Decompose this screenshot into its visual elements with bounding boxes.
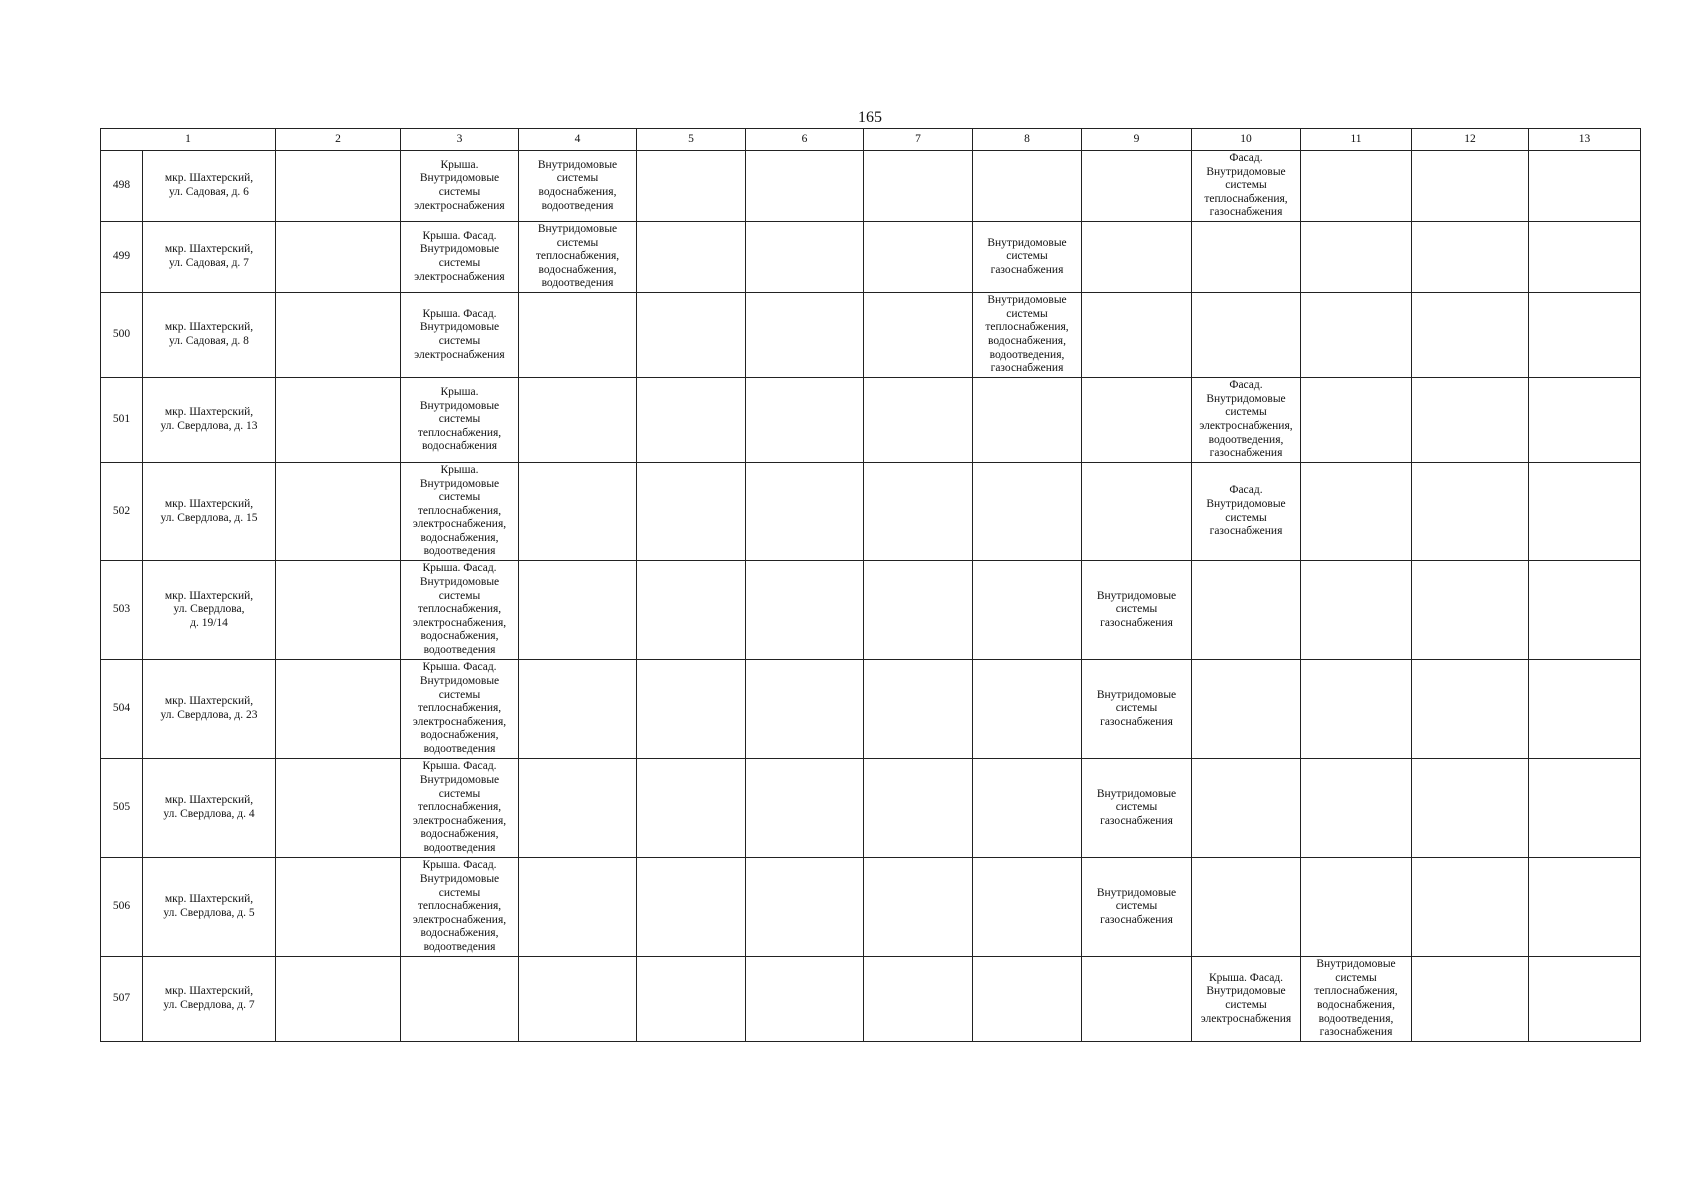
address-cell: мкр. Шахтерский, ул. Свердлова, д. 19/14	[143, 561, 276, 660]
column-header: 7	[864, 129, 973, 151]
table-row	[101, 858, 1641, 957]
work-cell	[1529, 293, 1641, 378]
work-cell: Крыша. Фасад. Внутридомовые системы электроснабжения	[1192, 957, 1301, 1042]
address-cell: мкр. Шахтерский, ул. Свердлова, д. 13	[143, 378, 276, 463]
work-cell	[276, 378, 401, 463]
work-cell	[746, 759, 864, 858]
work-cell	[637, 222, 746, 293]
work-cell	[519, 858, 637, 957]
work-cell: Внутридомовые системы водоснабжения, водоотведения	[519, 151, 637, 222]
work-cell	[519, 660, 637, 759]
work-cell	[746, 957, 864, 1042]
work-cell	[637, 293, 746, 378]
work-cell	[1412, 293, 1529, 378]
work-cell	[1301, 561, 1412, 660]
work-cell	[637, 957, 746, 1042]
work-cell	[1301, 151, 1412, 222]
work-cell: Крыша. Фасад. Внутридомовые системы теплоснабжения, электроснабжения, водоснабжения, водоотведения	[401, 759, 519, 858]
work-cell	[746, 378, 864, 463]
work-cell	[746, 858, 864, 957]
work-cell	[1082, 378, 1192, 463]
work-cell	[1529, 660, 1641, 759]
row-number: 501	[101, 378, 143, 463]
work-cell	[276, 222, 401, 293]
work-cell: Фасад. Внутридомовые системы газоснабжения	[1192, 463, 1301, 561]
work-cell	[276, 660, 401, 759]
page-number: 165	[858, 109, 882, 126]
work-cell	[864, 222, 973, 293]
work-cell: Крыша. Внутридомовые системы теплоснабжения, водоснабжения	[401, 378, 519, 463]
work-cell	[864, 660, 973, 759]
address-cell: мкр. Шахтерский, ул. Свердлова, д. 4	[143, 759, 276, 858]
work-cell	[1412, 957, 1529, 1042]
work-cell	[519, 957, 637, 1042]
column-header: 5	[637, 129, 746, 151]
work-cell	[276, 151, 401, 222]
column-header: 10	[1192, 129, 1301, 151]
table-row	[101, 378, 1641, 463]
work-cell	[973, 858, 1082, 957]
work-cell	[1529, 222, 1641, 293]
work-cell: Внутридомовые системы теплоснабжения, водоснабжения, водоотведения, газоснабжения	[973, 293, 1082, 378]
row-number: 505	[101, 759, 143, 858]
table-row	[101, 561, 1641, 660]
work-cell	[973, 759, 1082, 858]
work-cell	[864, 561, 973, 660]
work-cell	[1301, 660, 1412, 759]
work-cell: Внутридомовые системы газоснабжения	[1082, 858, 1192, 957]
row-number: 498	[101, 151, 143, 222]
work-cell	[637, 463, 746, 561]
work-cell	[973, 378, 1082, 463]
work-cell	[1412, 463, 1529, 561]
address-cell: мкр. Шахтерский, ул. Свердлова, д. 7	[143, 957, 276, 1042]
column-header: 9	[1082, 129, 1192, 151]
work-cell	[864, 957, 973, 1042]
work-cell	[973, 463, 1082, 561]
column-header: 12	[1412, 129, 1529, 151]
work-cell	[1301, 293, 1412, 378]
work-cell	[1529, 151, 1641, 222]
work-cell	[637, 378, 746, 463]
work-cell	[1412, 561, 1529, 660]
column-header: 4	[519, 129, 637, 151]
work-cell: Крыша. Фасад. Внутридомовые системы теплоснабжения, электроснабжения, водоснабжения, водоотведения	[401, 561, 519, 660]
work-cell	[1412, 858, 1529, 957]
work-cell: Внутридомовые системы теплоснабжения, водоснабжения, водоотведения	[519, 222, 637, 293]
work-cell	[276, 463, 401, 561]
work-cell	[1412, 222, 1529, 293]
work-cell	[1192, 660, 1301, 759]
work-cell: Крыша. Фасад. Внутридомовые системы теплоснабжения, электроснабжения, водоснабжения, водоотведения	[401, 858, 519, 957]
work-cell: Внутридомовые системы газоснабжения	[1082, 759, 1192, 858]
work-cell	[864, 378, 973, 463]
work-cell	[1301, 222, 1412, 293]
address-cell: мкр. Шахтерский, ул. Свердлова, д. 23	[143, 660, 276, 759]
table-row	[101, 222, 1641, 293]
work-cell	[276, 858, 401, 957]
work-cell	[1301, 759, 1412, 858]
work-cell	[1529, 957, 1641, 1042]
row-number: 502	[101, 463, 143, 561]
work-cell	[1412, 759, 1529, 858]
work-cell	[1082, 957, 1192, 1042]
row-number: 506	[101, 858, 143, 957]
column-header: 1	[101, 129, 276, 151]
work-cell	[1529, 759, 1641, 858]
work-cell	[746, 151, 864, 222]
work-cell	[1412, 378, 1529, 463]
work-cell: Крыша. Фасад. Внутридомовые системы электроснабжения	[401, 222, 519, 293]
work-cell	[1192, 858, 1301, 957]
work-cell: Крыша. Внутридомовые системы электроснабжения	[401, 151, 519, 222]
column-header: 3	[401, 129, 519, 151]
work-cell: Крыша. Фасад. Внутридомовые системы электроснабжения	[401, 293, 519, 378]
work-cell	[1529, 463, 1641, 561]
work-cell: Фасад. Внутридомовые системы электроснабжения, водоотведения, газоснабжения	[1192, 378, 1301, 463]
work-cell: Внутридомовые системы газоснабжения	[973, 222, 1082, 293]
work-cell	[973, 957, 1082, 1042]
work-cell	[637, 660, 746, 759]
work-cell	[1301, 858, 1412, 957]
work-cell	[401, 957, 519, 1042]
capital-repair-schedule-table	[100, 128, 1641, 1042]
work-cell	[519, 561, 637, 660]
table-row	[101, 293, 1641, 378]
work-cell	[1529, 378, 1641, 463]
work-cell	[276, 293, 401, 378]
work-cell: Крыша. Внутридомовые системы теплоснабжения, электроснабжения, водоснабжения, водоотведения	[401, 463, 519, 561]
work-cell	[1082, 151, 1192, 222]
address-cell: мкр. Шахтерский, ул. Садовая, д. 8	[143, 293, 276, 378]
work-cell	[1301, 378, 1412, 463]
work-cell	[519, 463, 637, 561]
work-cell	[519, 759, 637, 858]
work-cell	[746, 222, 864, 293]
work-cell	[1192, 759, 1301, 858]
work-cell	[519, 378, 637, 463]
work-cell	[1412, 151, 1529, 222]
work-cell	[864, 293, 973, 378]
work-cell	[1082, 222, 1192, 293]
address-cell: мкр. Шахтерский, ул. Садовая, д. 6	[143, 151, 276, 222]
work-cell	[1192, 222, 1301, 293]
header-row	[101, 129, 1641, 151]
work-cell	[1082, 463, 1192, 561]
work-cell	[864, 463, 973, 561]
work-cell	[1529, 858, 1641, 957]
work-cell	[519, 293, 637, 378]
work-cell	[1412, 660, 1529, 759]
work-cell	[1192, 293, 1301, 378]
work-cell	[864, 858, 973, 957]
column-header: 13	[1529, 129, 1641, 151]
work-cell	[1529, 561, 1641, 660]
column-header: 11	[1301, 129, 1412, 151]
table-body	[101, 151, 1641, 1042]
work-cell	[637, 561, 746, 660]
table-row	[101, 151, 1641, 222]
work-cell	[1192, 561, 1301, 660]
work-cell	[746, 660, 864, 759]
table-row	[101, 463, 1641, 561]
work-cell	[276, 561, 401, 660]
column-header: 8	[973, 129, 1082, 151]
work-cell	[746, 293, 864, 378]
work-cell: Крыша. Фасад. Внутридомовые системы теплоснабжения, электроснабжения, водоснабжения, водоотведения	[401, 660, 519, 759]
address-cell: мкр. Шахтерский, ул. Садовая, д. 7	[143, 222, 276, 293]
work-cell	[973, 151, 1082, 222]
work-cell: Внутридомовые системы газоснабжения	[1082, 561, 1192, 660]
work-cell	[746, 561, 864, 660]
work-cell	[276, 957, 401, 1042]
table-row	[101, 660, 1641, 759]
work-cell: Внутридомовые системы газоснабжения	[1082, 660, 1192, 759]
work-cell: Фасад. Внутридомовые системы теплоснабжения, газоснабжения	[1192, 151, 1301, 222]
work-cell	[637, 858, 746, 957]
work-cell	[1301, 463, 1412, 561]
row-number: 500	[101, 293, 143, 378]
work-cell	[973, 660, 1082, 759]
work-cell	[746, 463, 864, 561]
work-cell	[973, 561, 1082, 660]
work-cell	[276, 759, 401, 858]
row-number: 503	[101, 561, 143, 660]
work-cell	[637, 759, 746, 858]
row-number: 504	[101, 660, 143, 759]
row-number: 507	[101, 957, 143, 1042]
work-cell	[1082, 293, 1192, 378]
column-header: 2	[276, 129, 401, 151]
work-cell: Внутридомовые системы теплоснабжения, водоснабжения, водоотведения, газоснабжения	[1301, 957, 1412, 1042]
work-cell	[637, 151, 746, 222]
table-row	[101, 759, 1641, 858]
address-cell: мкр. Шахтерский, ул. Свердлова, д. 15	[143, 463, 276, 561]
table-row	[101, 957, 1641, 1042]
column-header: 6	[746, 129, 864, 151]
address-cell: мкр. Шахтерский, ул. Свердлова, д. 5	[143, 858, 276, 957]
row-number: 499	[101, 222, 143, 293]
work-cell	[864, 151, 973, 222]
work-cell	[864, 759, 973, 858]
